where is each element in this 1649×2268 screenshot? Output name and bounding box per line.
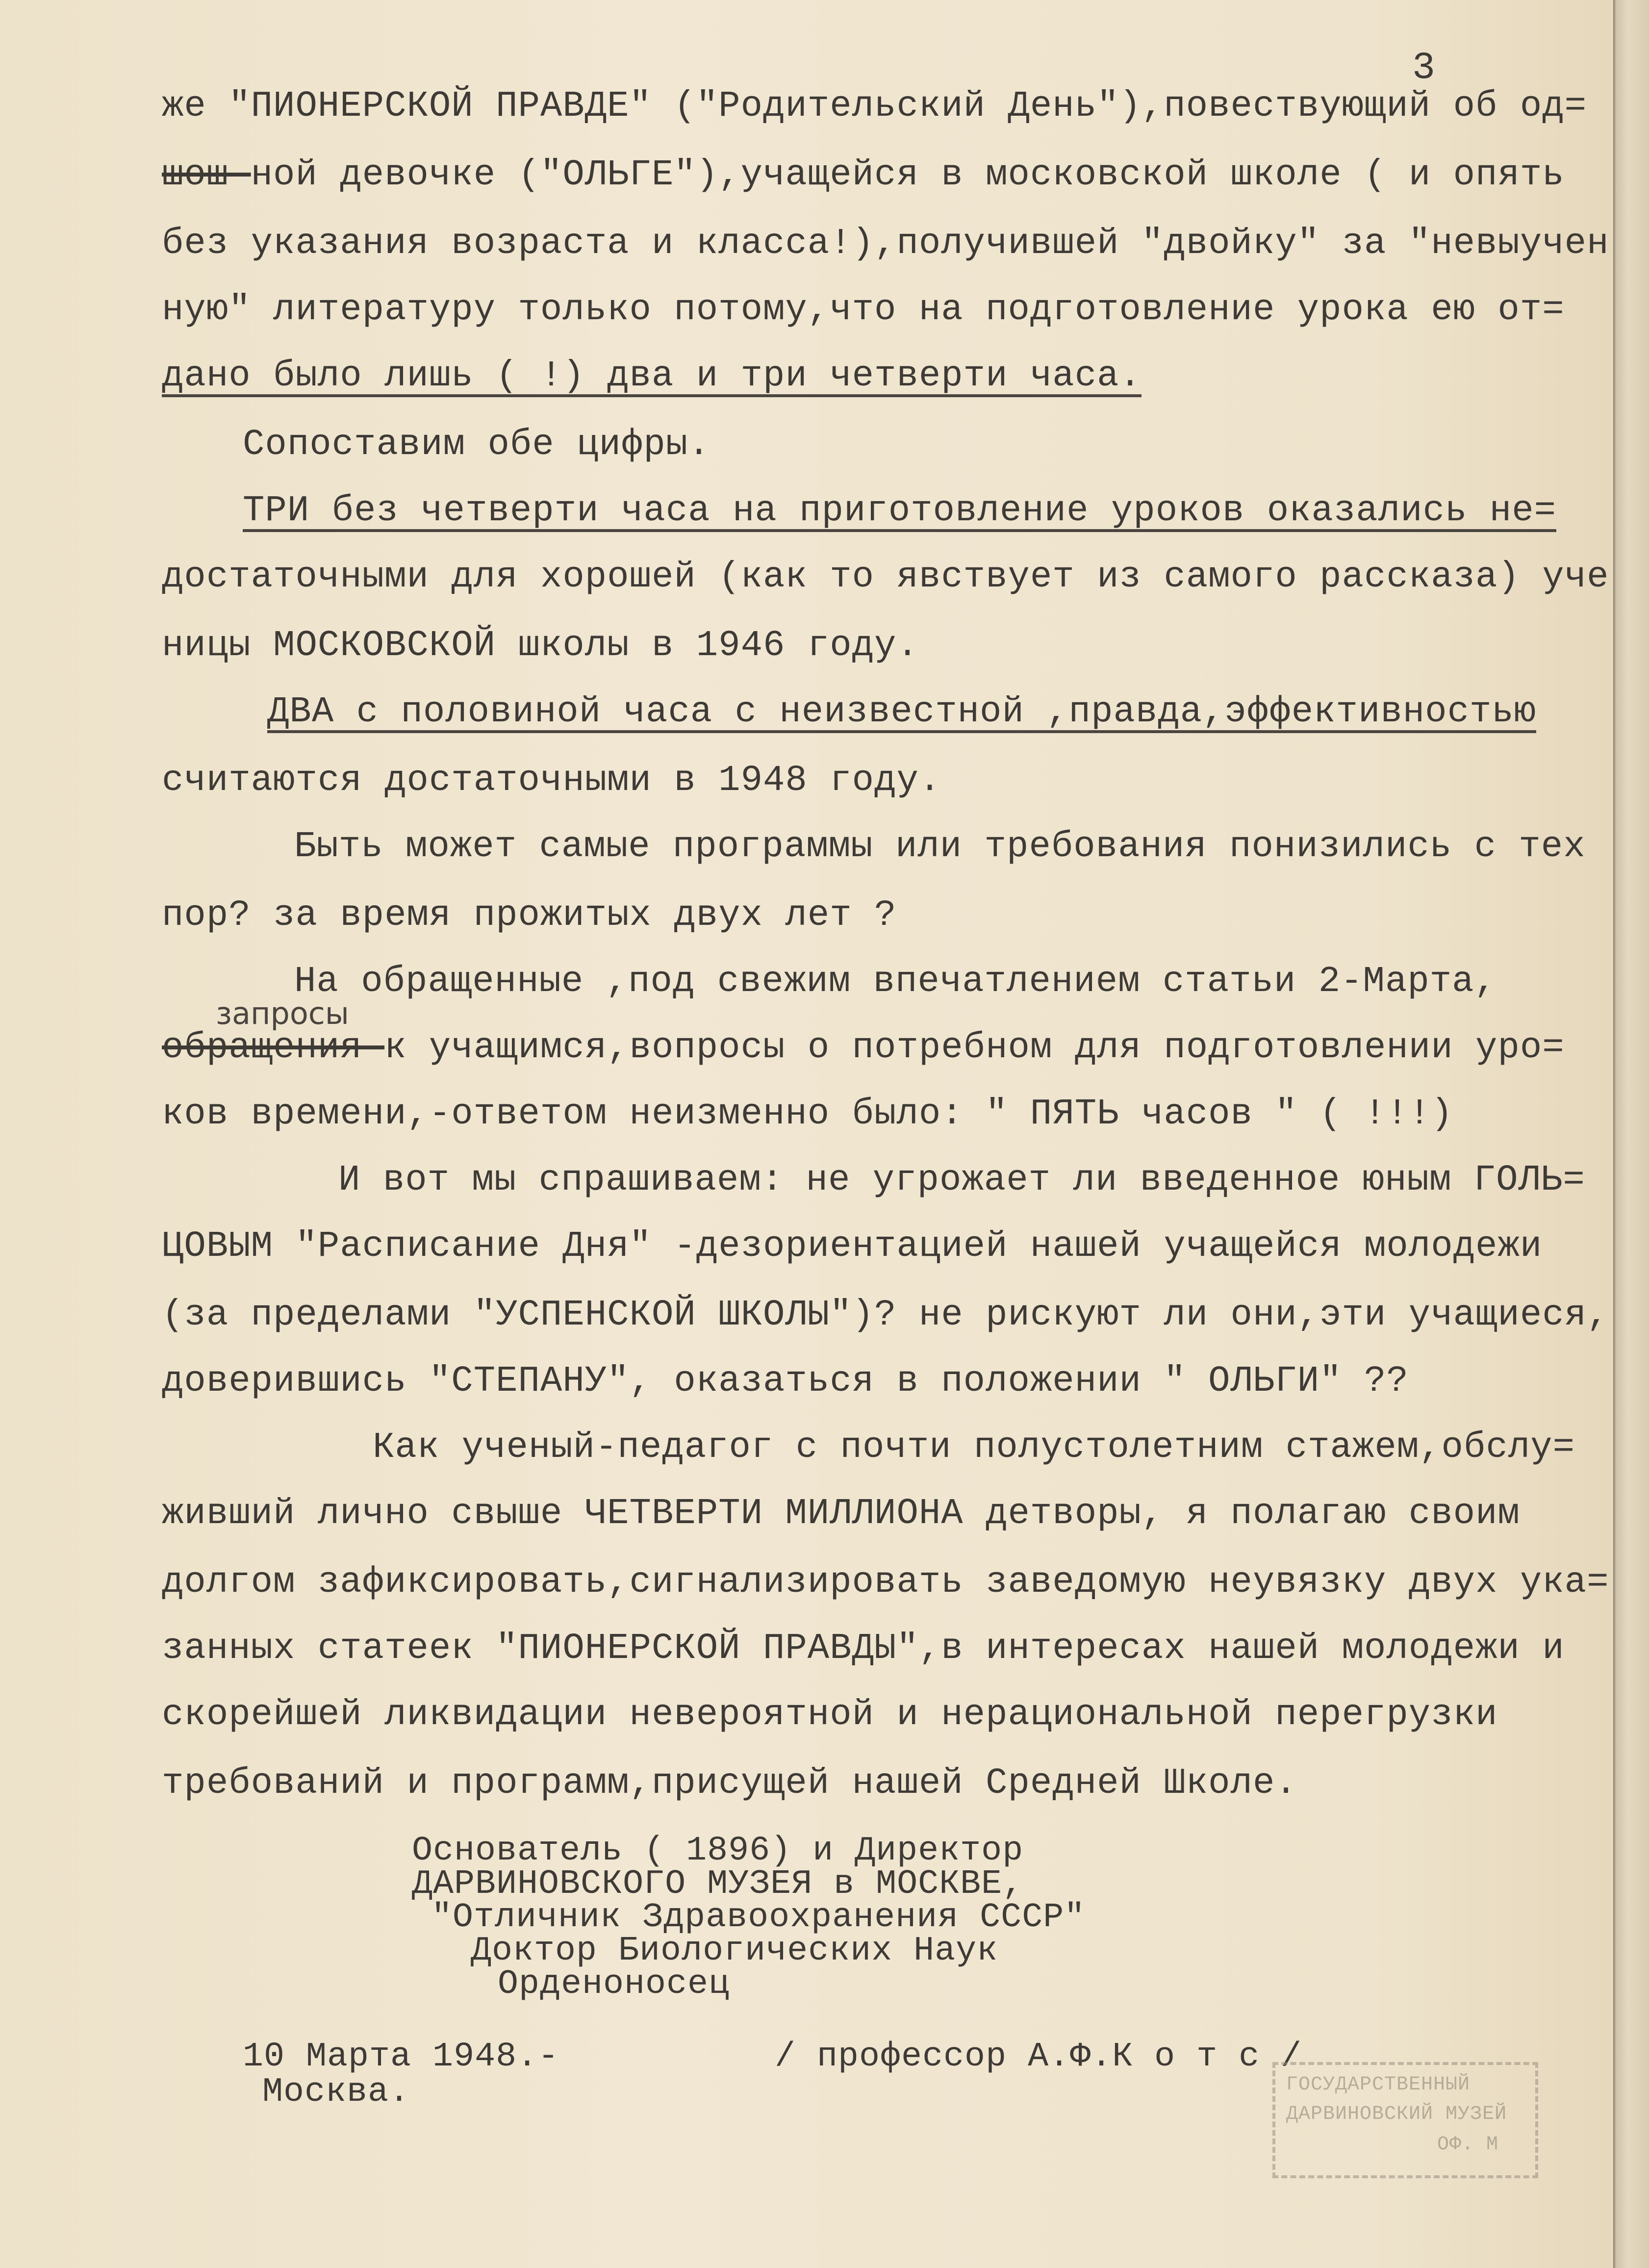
stamp-text: ДАРВИНОВСКИЙ МУЗЕЙ: [1286, 2103, 1507, 2125]
text-line: ков времени,-ответом неизменно было: " ПЯТЬ часов " ( !!!): [162, 1094, 1453, 1135]
text-line: же "ПИОНЕРСКОЙ ПРАВДЕ" ("Родительский День"),повествующий об од=: [162, 86, 1587, 127]
text-line: требований и программ,присущей нашей Средней Школе.: [162, 1763, 1297, 1804]
stamp-text: ОФ. М: [1437, 2134, 1499, 2156]
text-line: достаточными для хорошей (как то явствует из самого рассказа) уче: [162, 557, 1609, 598]
text-line: ницы МОСКОВСКОЙ школы в 1946 году.: [162, 625, 919, 666]
text-line: живший лично свыше ЧЕТВЕРТИ МИЛЛИОНА детворы, я полагаю своим: [162, 1493, 1520, 1534]
text-line: ДВА с половиной часа с неизвестной ,правда,эффективностью: [267, 691, 1537, 733]
signature-title: "Отличник Здравоохранения СССР": [431, 1898, 1086, 1937]
signature-title: Основатель ( 1896) и Директор: [412, 1832, 1024, 1870]
stamp-text: ГОСУДАРСТВЕННЫЙ: [1286, 2074, 1471, 2096]
handwritten-insert: запросы: [216, 995, 349, 1031]
letter-date: 10 Марта 1948.-: [243, 2038, 559, 2076]
signature-name: / профессор А.Ф.К о т с /: [775, 2038, 1302, 2076]
letter-city: Москва.: [262, 2073, 410, 2112]
page-edge: [1613, 0, 1649, 2268]
signature-title: Доктор Биологических Наук: [471, 1932, 998, 1970]
struck-word: обращения: [162, 1027, 385, 1069]
text-line: И вот мы спрашиваем: не угрожает ли введенное юным ГОЛЬ=: [338, 1160, 1585, 1201]
struck-word: шош: [162, 154, 251, 196]
page-number: 3: [1412, 47, 1435, 90]
text-line: (за пределами "УСПЕНСКОЙ ШКОЛЫ")? не рискуют ли они,эти учащиеся,: [162, 1295, 1609, 1336]
text-line: ЦОВЫМ "Расписание Дня" -дезориентацией нашей учащейся молодежи: [162, 1226, 1543, 1267]
text-line: Как ученый-педагог с почти полустолетним стажем,обслу=: [373, 1427, 1575, 1468]
text-line: считаются достаточными в 1948 году.: [162, 760, 941, 801]
text-line: долгом зафиксировать,сигнализировать заведомую неувязку двух ука=: [162, 1562, 1609, 1603]
text-line: доверившись "СТЕПАНУ", оказаться в положении " ОЛЬГИ" ??: [162, 1361, 1409, 1402]
text-line: без указания возраста и класса!),получившей "двойку" за "невыучен: [162, 223, 1609, 264]
text-line: обращения к учащимся,вопросы о потребном для подготовлении уро=: [162, 1027, 1565, 1069]
text-line: Сопоставим обе цифры.: [243, 424, 710, 465]
museum-stamp: [1272, 2062, 1538, 2178]
text-line: скорейшей ликвидации невероятной и нерациональной перегрузки: [162, 1694, 1498, 1735]
text-line: Быть может самые программы или требования понизились с тех: [294, 826, 1586, 867]
text-line: На обращенные ,под свежим впечатлением статьи 2-Марта,: [294, 961, 1497, 1002]
signature-title: Орденоносец: [498, 1965, 730, 2004]
text-line: ТРИ без четверти часа на приготовление уроков оказались не=: [243, 490, 1557, 532]
signature-title: ДАРВИНОВСКОГО МУЗЕЯ в МОСКВЕ,: [412, 1865, 1024, 1904]
text-line: пор? за время прожитых двух лет ?: [162, 895, 897, 936]
text-line: шош ной девочке ("ОЛЬГЕ"),учащейся в московской школе ( и опять: [162, 154, 1565, 196]
text-line: ную" литературу только потому,что на подготовление урока ею от=: [162, 289, 1565, 331]
text-line: занных статеек "ПИОНЕРСКОЙ ПРАВДЫ",в интересах нашей молодежи и: [162, 1628, 1565, 1669]
text-line: дано было лишь ( !) два и три четверти часа.: [162, 356, 1142, 397]
